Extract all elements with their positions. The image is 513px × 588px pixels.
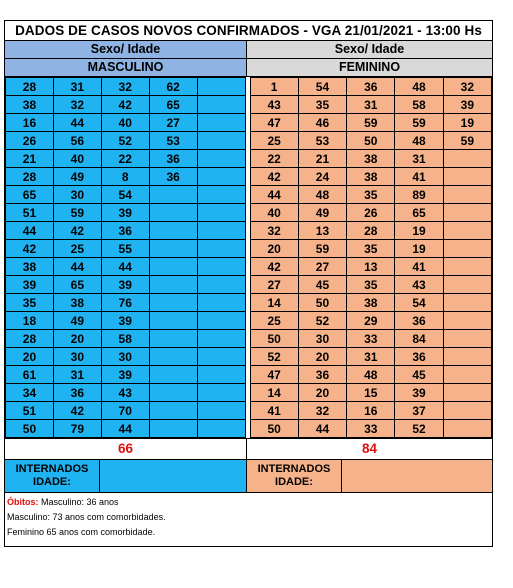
male-age-cell xyxy=(149,222,197,240)
internados-row xyxy=(5,460,492,493)
female-age-cell: 29 xyxy=(347,312,395,330)
male-row xyxy=(6,168,246,186)
male-age-cell xyxy=(197,384,245,402)
female-age-cell: 84 xyxy=(395,330,443,348)
female-age-cell: 52 xyxy=(395,420,443,438)
female-age-cell: 50 xyxy=(347,132,395,150)
female-age-cell: 41 xyxy=(395,168,443,186)
male-age-cell: 50 xyxy=(6,420,54,438)
female-age-cell xyxy=(443,222,491,240)
female-total: 84 xyxy=(361,441,378,456)
male-ages-table xyxy=(5,77,246,438)
male-age-cell: 65 xyxy=(149,96,197,114)
female-age-cell: 25 xyxy=(250,312,298,330)
male-age-cell: 44 xyxy=(101,258,149,276)
female-age-cell: 27 xyxy=(298,258,346,276)
notes-line-2: Masculino: 73 anos com comorbidades. xyxy=(7,512,166,522)
male-age-cell xyxy=(197,78,245,96)
male-age-cell xyxy=(149,420,197,438)
male-age-cell: 8 xyxy=(101,168,149,186)
female-age-cell: 50 xyxy=(298,294,346,312)
obitos-label: Óbitos: xyxy=(7,497,39,507)
female-age-cell: 33 xyxy=(347,420,395,438)
male-age-cell xyxy=(197,240,245,258)
female-age-cell xyxy=(443,366,491,384)
female-row xyxy=(250,204,492,222)
male-age-cell: 28 xyxy=(6,78,54,96)
cases-report-sheet xyxy=(4,20,493,547)
female-row xyxy=(250,168,492,186)
deaths-notes xyxy=(5,493,492,546)
female-age-cell: 45 xyxy=(298,276,346,294)
male-age-cell: 16 xyxy=(6,114,54,132)
notes-line-3: Feminino 65 anos com comorbidade. xyxy=(7,527,156,537)
female-age-cell: 53 xyxy=(298,132,346,150)
female-age-cell: 47 xyxy=(250,366,298,384)
male-row xyxy=(6,186,246,204)
female-age-cell: 35 xyxy=(298,96,346,114)
female-age-cell: 40 xyxy=(250,204,298,222)
female-age-cell: 22 xyxy=(250,150,298,168)
female-row xyxy=(250,114,492,132)
female-age-cell: 39 xyxy=(395,384,443,402)
female-age-cell: 13 xyxy=(298,222,346,240)
female-age-cell: 36 xyxy=(395,312,443,330)
female-age-cell: 65 xyxy=(395,204,443,222)
female-age-cell: 32 xyxy=(443,78,491,96)
male-age-cell: 44 xyxy=(53,258,101,276)
male-age-cell: 51 xyxy=(6,204,54,222)
male-age-cell xyxy=(197,204,245,222)
male-row xyxy=(6,384,246,402)
male-age-cell xyxy=(197,96,245,114)
female-age-cell: 20 xyxy=(250,240,298,258)
male-age-cell: 40 xyxy=(53,150,101,168)
male-age-cell: 59 xyxy=(53,204,101,222)
male-age-cell xyxy=(149,330,197,348)
female-age-cell xyxy=(443,312,491,330)
female-age-cell: 89 xyxy=(395,186,443,204)
male-age-cell: 39 xyxy=(101,366,149,384)
female-age-cell: 19 xyxy=(443,114,491,132)
male-age-cell: 30 xyxy=(101,348,149,366)
male-row xyxy=(6,222,246,240)
ages-grid xyxy=(5,77,492,438)
male-total: 66 xyxy=(5,439,247,459)
female-age-cell: 38 xyxy=(347,294,395,312)
male-age-cell: 42 xyxy=(53,222,101,240)
report-title: DADOS DE CASOS NOVOS CONFIRMADOS - VGA 21/01/2021 - 13:00 Hs xyxy=(5,21,492,41)
male-age-cell: 32 xyxy=(53,96,101,114)
female-age-cell: 14 xyxy=(250,384,298,402)
female-age-cell: 52 xyxy=(250,348,298,366)
female-age-cell: 50 xyxy=(250,330,298,348)
female-age-cell: 32 xyxy=(298,402,346,420)
male-age-cell xyxy=(197,402,245,420)
male-age-cell: 38 xyxy=(53,294,101,312)
male-age-cell: 38 xyxy=(6,96,54,114)
female-age-cell: 59 xyxy=(298,240,346,258)
male-row xyxy=(6,114,246,132)
female-subtitle: Sexo/ Idade xyxy=(247,41,492,58)
female-row xyxy=(250,420,492,438)
male-age-cell xyxy=(149,294,197,312)
male-age-cell: 44 xyxy=(101,420,149,438)
female-age-cell: 37 xyxy=(395,402,443,420)
male-internados-label xyxy=(5,460,100,492)
female-internados-line1: INTERNADOS xyxy=(257,463,331,475)
female-age-cell: 59 xyxy=(347,114,395,132)
female-row xyxy=(250,240,492,258)
male-age-cell: 21 xyxy=(6,150,54,168)
female-age-cell: 45 xyxy=(395,366,443,384)
female-row xyxy=(250,78,492,96)
male-internados-line2: IDADE: xyxy=(33,476,71,488)
male-row xyxy=(6,402,246,420)
sex-label-header-row xyxy=(5,59,492,77)
male-age-cell xyxy=(149,384,197,402)
female-age-cell: 38 xyxy=(347,150,395,168)
female-age-cell: 48 xyxy=(395,78,443,96)
female-row xyxy=(250,132,492,150)
male-age-cell xyxy=(197,330,245,348)
female-age-cell: 48 xyxy=(395,132,443,150)
female-age-cell: 58 xyxy=(395,96,443,114)
male-age-cell: 34 xyxy=(6,384,54,402)
male-age-cell: 42 xyxy=(101,96,149,114)
female-age-cell: 15 xyxy=(347,384,395,402)
male-age-cell xyxy=(149,276,197,294)
female-age-cell: 35 xyxy=(347,186,395,204)
female-age-cell: 20 xyxy=(298,348,346,366)
male-row xyxy=(6,96,246,114)
male-age-cell xyxy=(197,222,245,240)
female-age-cell: 27 xyxy=(250,276,298,294)
male-age-cell: 76 xyxy=(101,294,149,312)
female-age-cell xyxy=(443,258,491,276)
female-internados xyxy=(247,460,492,492)
female-row xyxy=(250,348,492,366)
male-age-cell: 27 xyxy=(149,114,197,132)
female-age-cell: 43 xyxy=(395,276,443,294)
female-age-cell xyxy=(443,204,491,222)
female-age-cell: 33 xyxy=(347,330,395,348)
female-age-cell: 42 xyxy=(250,168,298,186)
male-age-cell: 40 xyxy=(101,114,149,132)
female-age-cell: 35 xyxy=(347,240,395,258)
male-age-cell: 22 xyxy=(101,150,149,168)
female-row xyxy=(250,402,492,420)
female-age-cell: 50 xyxy=(250,420,298,438)
female-age-cell xyxy=(443,330,491,348)
male-age-cell xyxy=(197,132,245,150)
female-age-cell: 24 xyxy=(298,168,346,186)
male-age-cell xyxy=(149,186,197,204)
female-row xyxy=(250,312,492,330)
female-age-cell xyxy=(443,186,491,204)
male-row xyxy=(6,204,246,222)
female-age-cell: 59 xyxy=(395,114,443,132)
male-row xyxy=(6,78,246,96)
male-age-cell xyxy=(197,294,245,312)
female-age-cell: 36 xyxy=(395,348,443,366)
male-age-cell: 56 xyxy=(53,132,101,150)
female-row xyxy=(250,186,492,204)
female-age-cell: 59 xyxy=(443,132,491,150)
female-age-cell xyxy=(443,168,491,186)
female-age-cell xyxy=(443,294,491,312)
female-age-cell: 38 xyxy=(347,168,395,186)
male-age-cell: 39 xyxy=(6,276,54,294)
female-row xyxy=(250,222,492,240)
female-age-cell: 41 xyxy=(395,258,443,276)
female-age-cell xyxy=(443,402,491,420)
male-age-cell xyxy=(197,366,245,384)
male-age-cell: 38 xyxy=(6,258,54,276)
female-age-cell: 42 xyxy=(250,258,298,276)
totals-row xyxy=(5,438,492,460)
female-age-cell: 1 xyxy=(250,78,298,96)
female-row xyxy=(250,96,492,114)
male-age-cell: 51 xyxy=(6,402,54,420)
male-age-cell: 25 xyxy=(53,240,101,258)
female-age-cell: 36 xyxy=(347,78,395,96)
female-age-cell xyxy=(443,276,491,294)
male-age-cell xyxy=(197,186,245,204)
male-age-cell: 35 xyxy=(6,294,54,312)
male-age-cell xyxy=(197,312,245,330)
male-age-cell: 20 xyxy=(6,348,54,366)
male-age-cell: 42 xyxy=(6,240,54,258)
male-age-cell: 36 xyxy=(149,150,197,168)
female-internados-value xyxy=(342,460,492,492)
male-age-cell: 70 xyxy=(101,402,149,420)
male-row xyxy=(6,348,246,366)
male-age-cell: 36 xyxy=(53,384,101,402)
female-row xyxy=(250,330,492,348)
female-internados-label xyxy=(247,460,342,492)
female-age-cell: 32 xyxy=(250,222,298,240)
male-row xyxy=(6,258,246,276)
female-age-cell: 48 xyxy=(298,186,346,204)
female-age-cell: 48 xyxy=(347,366,395,384)
female-age-cell: 28 xyxy=(347,222,395,240)
male-row xyxy=(6,420,246,438)
female-age-cell: 35 xyxy=(347,276,395,294)
male-age-cell: 43 xyxy=(101,384,149,402)
female-row xyxy=(250,294,492,312)
female-age-cell: 46 xyxy=(298,114,346,132)
male-age-cell xyxy=(149,240,197,258)
male-age-cell: 52 xyxy=(101,132,149,150)
female-age-cell xyxy=(443,348,491,366)
male-row xyxy=(6,330,246,348)
female-age-cell xyxy=(443,420,491,438)
male-age-cell: 18 xyxy=(6,312,54,330)
female-age-cell: 20 xyxy=(298,384,346,402)
male-age-cell: 58 xyxy=(101,330,149,348)
female-row xyxy=(250,150,492,168)
notes-line-1-text: Masculino: 36 anos xyxy=(38,497,119,507)
male-age-cell xyxy=(149,258,197,276)
female-age-cell xyxy=(443,150,491,168)
female-row xyxy=(250,384,492,402)
female-age-cell: 44 xyxy=(250,186,298,204)
female-age-cell: 21 xyxy=(298,150,346,168)
male-age-cell xyxy=(149,402,197,420)
female-age-cell: 25 xyxy=(250,132,298,150)
female-age-cell: 52 xyxy=(298,312,346,330)
male-age-cell: 36 xyxy=(149,168,197,186)
male-age-cell: 31 xyxy=(53,78,101,96)
male-internados xyxy=(5,460,247,492)
female-age-cell: 54 xyxy=(395,294,443,312)
male-age-cell: 39 xyxy=(101,312,149,330)
female-age-cell: 31 xyxy=(347,96,395,114)
male-age-cell: 30 xyxy=(53,186,101,204)
male-age-cell: 28 xyxy=(6,168,54,186)
female-age-cell: 16 xyxy=(347,402,395,420)
female-row xyxy=(250,366,492,384)
male-age-cell: 20 xyxy=(53,330,101,348)
male-subtitle: Sexo/ Idade xyxy=(5,41,247,58)
female-age-cell: 19 xyxy=(395,222,443,240)
male-row xyxy=(6,276,246,294)
female-age-cell: 47 xyxy=(250,114,298,132)
female-row xyxy=(250,258,492,276)
female-age-cell: 49 xyxy=(298,204,346,222)
female-label: FEMININO xyxy=(247,59,492,76)
male-age-cell xyxy=(197,168,245,186)
male-age-cell xyxy=(149,312,197,330)
notes-line-1 xyxy=(7,495,489,510)
male-age-cell: 39 xyxy=(101,204,149,222)
male-age-cell: 61 xyxy=(6,366,54,384)
male-age-cell: 28 xyxy=(6,330,54,348)
male-age-cell xyxy=(197,276,245,294)
female-age-cell: 36 xyxy=(298,366,346,384)
male-age-cell: 32 xyxy=(101,78,149,96)
female-age-cell xyxy=(443,240,491,258)
male-internados-line1: INTERNADOS xyxy=(15,463,89,475)
female-age-cell: 13 xyxy=(347,258,395,276)
male-age-cell: 53 xyxy=(149,132,197,150)
male-row xyxy=(6,366,246,384)
male-age-cell xyxy=(197,258,245,276)
male-internados-value xyxy=(100,460,246,492)
female-age-cell: 26 xyxy=(347,204,395,222)
female-internados-line2: IDADE: xyxy=(275,476,313,488)
male-age-cell: 31 xyxy=(53,366,101,384)
male-age-cell: 36 xyxy=(101,222,149,240)
male-age-cell xyxy=(197,114,245,132)
male-age-cell: 79 xyxy=(53,420,101,438)
male-age-cell: 65 xyxy=(53,276,101,294)
male-row xyxy=(6,132,246,150)
male-age-cell: 65 xyxy=(6,186,54,204)
female-age-cell: 19 xyxy=(395,240,443,258)
female-age-cell: 41 xyxy=(250,402,298,420)
male-age-cell xyxy=(197,348,245,366)
male-age-cell xyxy=(197,420,245,438)
female-row xyxy=(250,276,492,294)
male-label: MASCULINO xyxy=(5,59,247,76)
female-age-cell: 30 xyxy=(298,330,346,348)
female-age-cell xyxy=(443,384,491,402)
male-row xyxy=(6,294,246,312)
male-row xyxy=(6,240,246,258)
female-age-cell: 43 xyxy=(250,96,298,114)
male-age-cell: 39 xyxy=(101,276,149,294)
male-age-cell: 49 xyxy=(53,168,101,186)
male-age-cell: 62 xyxy=(149,78,197,96)
female-age-cell: 31 xyxy=(395,150,443,168)
female-age-cell: 31 xyxy=(347,348,395,366)
female-age-cell: 44 xyxy=(298,420,346,438)
male-age-cell: 42 xyxy=(53,402,101,420)
female-ages-table xyxy=(250,77,493,438)
female-age-cell: 54 xyxy=(298,78,346,96)
sex-age-header-row xyxy=(5,41,492,59)
male-age-cell: 54 xyxy=(101,186,149,204)
male-age-cell: 44 xyxy=(6,222,54,240)
male-age-cell xyxy=(149,204,197,222)
male-row xyxy=(6,150,246,168)
male-age-cell: 26 xyxy=(6,132,54,150)
male-age-cell xyxy=(149,348,197,366)
male-row xyxy=(6,312,246,330)
female-age-cell: 14 xyxy=(250,294,298,312)
male-age-cell: 30 xyxy=(53,348,101,366)
male-age-cell xyxy=(149,366,197,384)
female-age-cell: 39 xyxy=(443,96,491,114)
male-age-cell xyxy=(197,150,245,168)
male-age-cell: 49 xyxy=(53,312,101,330)
male-age-cell: 55 xyxy=(101,240,149,258)
male-age-cell: 44 xyxy=(53,114,101,132)
